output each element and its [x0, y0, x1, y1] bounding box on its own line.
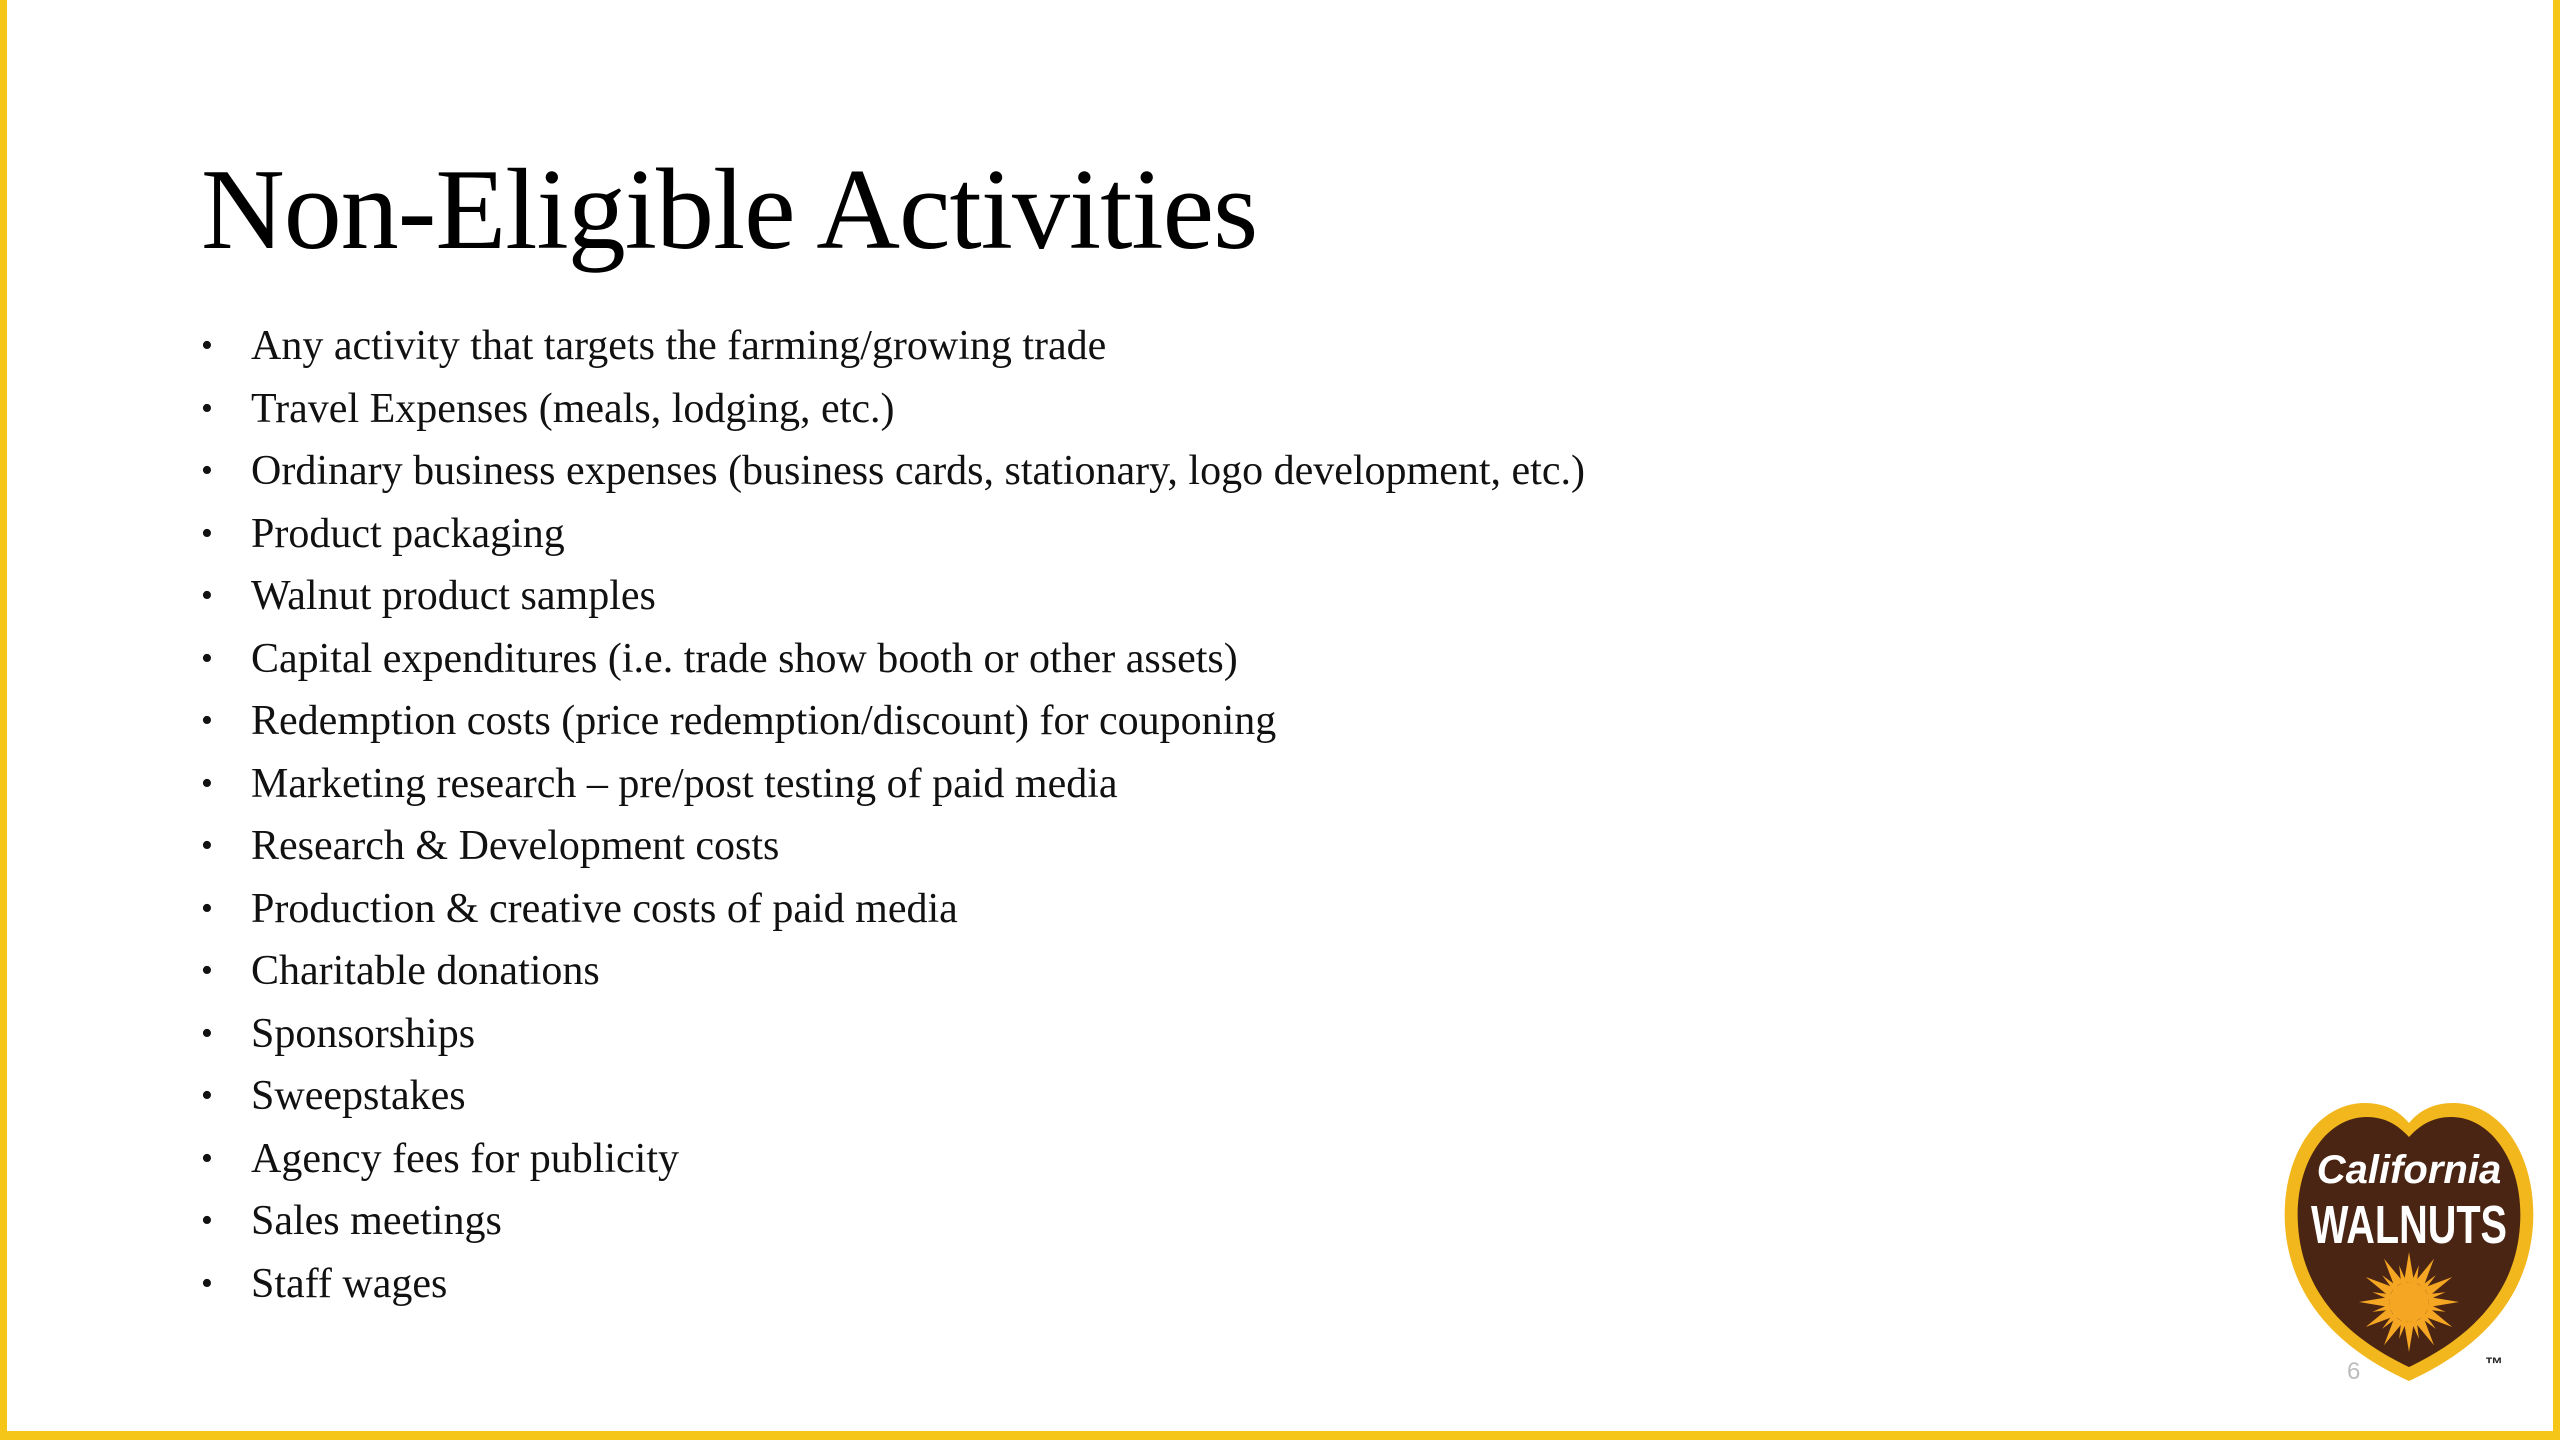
list-item	[201, 1253, 1585, 1316]
list-item-text: Sweepstakes	[251, 1073, 466, 1119]
list-item	[201, 1128, 1585, 1191]
list-item	[201, 565, 1585, 628]
bullet-icon: •	[201, 889, 213, 927]
bullet-icon: •	[201, 702, 213, 739]
list-item-text: Walnut product samples	[251, 573, 656, 619]
list-item-text: Any activity that targets the farming/growing trade	[251, 323, 1107, 369]
trademark-mark: ™	[2485, 1354, 2503, 1374]
list-item	[201, 315, 1585, 378]
bullet-icon: •	[201, 1264, 213, 1302]
list-item	[201, 1003, 1585, 1066]
bullet-icon: •	[201, 952, 213, 989]
list-item-text: Agency fees for publicity	[251, 1135, 680, 1182]
bullet-icon: •	[201, 327, 213, 364]
bullet-icon: •	[201, 1139, 213, 1177]
list-item-text: Product packaging	[251, 510, 565, 557]
list-item-text: Staff wages	[251, 1260, 448, 1307]
bullet-list	[201, 315, 1585, 1315]
list-item	[201, 378, 1585, 441]
logo-text-california: California	[2316, 1148, 2502, 1192]
bullet-icon: •	[201, 1202, 213, 1239]
list-item-text: Capital expenditures (i.e. trade show booth or other assets)	[251, 635, 1238, 682]
list-item-text: Production & creative costs of paid media	[251, 885, 958, 932]
bullet-icon: •	[201, 1014, 213, 1052]
list-item-text: Research & Development costs	[251, 823, 780, 869]
list-item-text: Charitable donations	[251, 948, 600, 994]
bullet-icon: •	[201, 389, 213, 427]
list-item	[201, 690, 1585, 753]
list-item	[201, 815, 1585, 878]
list-item-text: Travel Expenses (meals, lodging, etc.)	[251, 385, 895, 432]
bullet-icon: •	[201, 577, 213, 614]
bullet-icon: •	[201, 1077, 213, 1114]
page-number: 6	[2347, 1358, 2361, 1385]
list-item	[201, 1065, 1585, 1128]
slide-title: Non-Eligible Activities	[201, 146, 1258, 274]
bullet-icon: •	[201, 764, 213, 802]
bullet-icon: •	[201, 639, 213, 677]
list-item-text: Redemption costs (price redemption/discount) for couponing	[251, 698, 1277, 744]
bullet-icon: •	[201, 514, 213, 552]
list-item	[201, 1190, 1585, 1253]
list-item	[201, 878, 1585, 941]
list-item-text: Ordinary business expenses (business cards, stationary, logo development, etc.)	[251, 448, 1585, 494]
list-item	[201, 940, 1585, 1003]
list-item	[201, 503, 1585, 566]
list-item-text: Marketing research – pre/post testing of paid media	[251, 760, 1118, 807]
bullet-icon: •	[201, 452, 213, 489]
list-item	[201, 628, 1585, 691]
bullet-icon: •	[201, 827, 213, 864]
list-item-text: Sales meetings	[251, 1198, 502, 1244]
list-item	[201, 753, 1585, 816]
list-item-text: Sponsorships	[251, 1010, 476, 1057]
list-item	[201, 440, 1585, 503]
logo-text-walnuts: WALNUTS	[2311, 1195, 2507, 1255]
california-walnuts-logo	[2281, 1097, 2537, 1389]
